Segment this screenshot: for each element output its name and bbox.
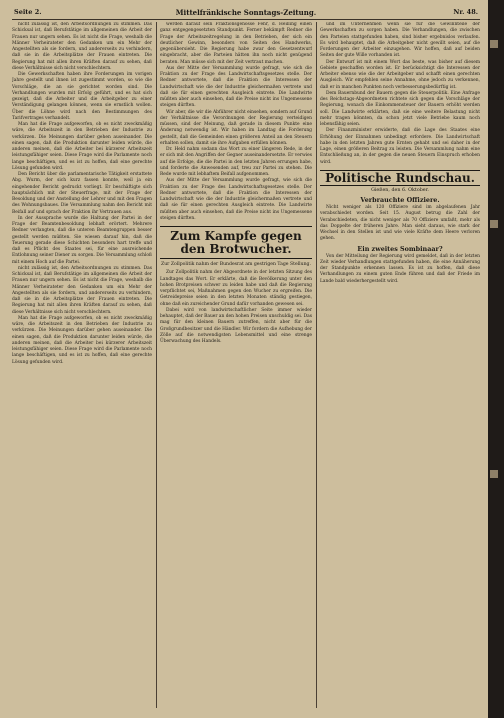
article-heading-box bbox=[160, 226, 312, 259]
paragraph: Man hat die Frage aufgeworfen, ob es nicht zweckmäßig wäre, die Arbeitszeit in den Betrieben der Industrie zu verkürzen. Die Meinungen darüber gehen auseinander. Die einen sagen, daß die Produktion darunter leiden würde, die anderen meinen, daß die Arbeiter bei kürzerer Arbeitszeit leistungsfähiger seien. Diese Frage wird die Parlamente noch lange beschäftigen, und es ist zu hoffen, daß eine gerechte Lösung gefunden wird. bbox=[12, 122, 152, 171]
column-2 bbox=[160, 22, 312, 708]
paragraph: nicht zulässig ist, den Arbeitsordnungen zu stimmen. Das Schicksal ist, daß Berufstätige im allgemeinen die Arbeit der Frauen nur ungern sehen. Es ist nicht die Frage, weshalb die Männer Verheirateter den Gedanken um ein Mehr der Angestellten als sie fordern, und andererseits zu verhindern, daß sie in die Arbeitsplätze der Frauen eintreten. Die Regierung hat mit allen ihren Kräften darauf zu sehen, daß diese Verhältnisse sich nicht verschlechtern. bbox=[12, 265, 152, 315]
paragraph: Die Gewerkschaften haben ihre Forderungen im vorigen Jahre gestellt und ihnen ist zugestimmt worden, so wie die Vorschläge, die an sie gerichtet worden sind. Die Verhandlungen wurden mit Erfolg geführt, und es hat sich gezeigt, daß die Arbeiter und die Arbeitgeber zu einer Verständigung gelangen können, wenn sie ernstlich wollen. Über die Löhne wird nach den Bestimmungen des Tarifvertrages verhandelt. bbox=[12, 72, 152, 121]
paragraph: Dem Bauernbund der Bauern gegen die Steuerpolitik. Eine Anfrage des Reichstags-Abgeordneten richtete sich gegen die Vorschläge der Regierung, wonach die Einkommensteuer der Bauern erhöht werden soll. Die Landwirte erklärten, daß sie eine weitere Belastung nicht mehr tragen könnten, da schon jetzt viele Betriebe kaum noch lebensfähig seien. bbox=[320, 90, 480, 127]
article-lead: Zur Zollpolitik nahm der Bundesrat am gestrigen Tage Stellung. bbox=[161, 262, 311, 267]
paragraph: Aus der Mitte der Versammlung wurde gefragt, wie sich die Fraktion zu der Frage des Landwirtschaftsgesetzes stelle. Der Redner antwortete, daß die Fraktion die Interessen der Landwirtschaft wie die der Industrie gleichermaßen vertrete und daß sie für einen gerechten Ausgleich eintrete. Die Landwirte müßten aber auch einsehen, daß die Preise nicht ins Ungemessene steigen dürften. bbox=[160, 178, 312, 221]
section-title: Politische Rundschau. bbox=[320, 170, 480, 186]
edge-mark bbox=[490, 470, 498, 478]
page-number: Seite 2. bbox=[14, 8, 42, 16]
page-header bbox=[12, 7, 480, 20]
column-rule bbox=[156, 22, 157, 708]
issue-number: Nr. 48. bbox=[453, 8, 478, 16]
article-title: Zum Kampfe gegen den Brotwucher. bbox=[170, 229, 302, 256]
newspaper-title: Mittelfränkische Sonntags-Zeitung. bbox=[175, 8, 317, 17]
paragraph: Wir aber, die wir die Abführer nicht einsehen, sondern auf Grund der Verhältnisse die Verordnungen der Regierung verteidigen müssen, sind der Meinung, daß gerade in diesem Punkte eine Änderung notwendig ist. Wir haben im Landtag die Forderung gestellt, daß die Gemeinden einen größeren Anteil an den Steuern erhalten sollen, damit sie ihre Aufgaben erfüllen können. bbox=[160, 109, 312, 146]
paragraph: Dr. Held nahm sodann das Wort zu einer längeren Rede, in der er sich mit den Angriffen der Gegner auseinandersetzte. Er verwies auf die Erfolge, die die Partei in den letzten Jahren errungen habe, und forderte die Anwesenden auf, treu zur Partei zu stehen. Die Rede wurde mit lebhaftem Beifall aufgenommen. bbox=[160, 147, 312, 177]
paragraph: Nicht weniger als 120 Offiziere sind im abgelaufenen Jahr verabschiedet worden. Seit 15. August betrug die Zahl der Verabschiedeten, die nicht weniger als 70 Offiziere umfaßt, mehr als das Doppelte der früheren Jahre. Man sieht daraus, wie stark der Wechsel in den Stellen ist und wie viele Kräfte dem Heere verloren gehen. bbox=[320, 205, 480, 242]
paragraph: Der Finanzminister erwiderte, daß die Lage des Staates eine Erhöhung der Einnahmen unbedingt erfordere. Die Landwirtschaft habe in den letzten Jahren gute Ernten gehabt und sei daher in der Lage, einen größeren Beitrag zu leisten. Die Versammlung nahm eine Entschließung an, in der gegen die neuen Steuern Einspruch erhoben wird. bbox=[320, 128, 480, 165]
edge-mark bbox=[490, 220, 498, 228]
paragraph: Aus der Mitte der Versammlung wurde gefragt, wie sich die Fraktion zu der Frage des Landwirtschaftsgesetzes stelle. Der Redner antwortete, daß die Fraktion die Interessen der Landwirtschaft wie die der Industrie gleichermaßen vertrete und daß sie für einen gerechten Ausgleich eintrete. Die Landwirte müßten aber auch einsehen, daß die Preise nicht ins Ungemessene steigen dürften. bbox=[160, 65, 312, 109]
paragraph: und im Unternehmen wenn sie für die Gewinnteile der Gewerkschaften zu sorgen haben. Die Verhandlungen, die zwischen den Parteien stattgefunden haben, sind bisher ergebnislos verlaufen. Es wird behauptet, daß die Arbeitgeber nicht gewillt seien, auf die Forderungen der Arbeiter einzugehen. Wir hoffen, daß auf beiden Seiten der gute Wille vorhanden ist. bbox=[320, 22, 480, 59]
column-rule bbox=[316, 22, 317, 708]
subheading: Ein zweites Sombinaar? bbox=[357, 244, 443, 253]
book-binding-edge bbox=[488, 0, 504, 718]
paragraph: nicht zulässig ist, den Arbeitsordnungen zu stimmen. Das Schicksal ist, daß Berufstätige im allgemeinen die Arbeit der Frauen nur ungern sehen. Es ist nicht die Frage, weshalb die Männer Verheirateter den Gedanken um ein Mehr der Angestellten als sie fordern, und andererseits zu verhindern, daß sie in die Arbeitsplätze der Frauen eintreten. Die Regierung hat mit allen ihren Kräften darauf zu sehen, daß diese Verhältnisse sich nicht verschlechtern. bbox=[12, 22, 152, 71]
column-3 bbox=[320, 22, 480, 708]
paragraph: Von der Mitteilung der Regierung wird gemeldet, daß in der letzten Zeit wieder Verhandlungen stattgefunden haben, die eine Annäherung der Standpunkte erkennen lassen. Es ist zu hoffen, daß diese Verhandlungen zu einem guten Ende führen und daß der Friede im Lande bald wiederhergestellt wird. bbox=[320, 253, 480, 284]
paragraph: In der Aussprache wurde die Haltung der Partei in der Frage der Beamtenbesoldung lebhaft erörtert. Mehrere Redner verlangten, daß die unteren Beamtengruppen besser gestellt werden müßten. Sie wiesen darauf hin, daß die Teuerung gerade diese Schichten besonders hart treffe und daß es Pflicht des Staates sei, für eine ausreichende Entlohnung seiner Diener zu sorgen. Die Versammlung schloß mit einem Hoch auf die Partei. bbox=[12, 215, 152, 265]
paragraph: Zur Zollpolitik nahm der Abgeordnete in der letzten Sitzung des Landtages das Wort. Er erklärte, daß die Bevölkerung unter den hohen Brotpreisen schwer zu leiden habe und daß die Regierung verpflichtet sei, Maßnahmen gegen den Wucher zu ergreifen. Die Getreidepreise seien in den letzten Monaten ständig gestiegen, ohne daß ein zureichender Grund dafür vorhanden gewesen sei. bbox=[160, 270, 312, 307]
paragraph: Der Entwurf ist mit einem Wort das beste, was bisher auf diesem Gebiete geschaffen worden ist. Er berücksichtigt die Interessen der Arbeiter ebenso wie die der Arbeitgeber und schafft einen gerechten Ausgleich. Wir empfehlen seine Annahme, ohne jedoch zu verkennen, daß er in manchen Punkten noch verbesserungsbedürftig ist. bbox=[320, 59, 480, 90]
paragraph: Man hat die Frage aufgeworfen, ob es nicht zweckmäßig wäre, die Arbeitszeit in den Betrieben der Industrie zu verkürzen. Die Meinungen darüber gehen auseinander. Die einen sagen, daß die Produktion darunter leiden würde, die anderen meinen, daß die Arbeiter bei kürzerer Arbeitszeit leistungsfähiger seien. Diese Frage wird die Parlamente noch lange beschäftigen, und es ist zu hoffen, daß eine gerechte Lösung gefunden wird. bbox=[12, 315, 152, 365]
paragraph: Den Bericht über die parlamentarische Tätigkeit erstattete Abg. Wurm, der sich kurz fassen konnte, weil ja ein eingehender Bericht gedruckt vorliegt. Er beschäftigte sich hauptsächlich mit der Steuerfrage, mit der Frage der Besoldung und der Anstellung der Lehrer und mit den Fragen des Wohnungsbaues. Die Versammlung nahm den Bericht mit Beifall auf und sprach der Fraktion ihr Vertrauen aus. bbox=[12, 172, 152, 215]
column-1 bbox=[12, 22, 152, 708]
paragraph: Dabei wird von landwirtschaftlicher Seite immer wieder behauptet, daß der Bauer an den hohen Preisen unschuldig sei. Das mag für den kleinen Bauern zutreffen, nicht aber für die Großgrundbesitzer und die Händler. Wir fordern die Aufhebung der Zölle auf die notwendigsten Lebensmittel und eine strenge Überwachung des Handels. bbox=[160, 307, 312, 344]
paragraph: werden darauf sein Fraktionsgenosse Fehr, d. Heilling einen ganz entgegengesetzten Standpunkt. Ferner bekämpft Redner die Frage der Arbeitszeitregelung in den Betrieben, der sich ein deutlicher Gewinn, besonders von Seiten des Handwerks, gegenübersieht. Die Regierung habe zwar den Gesetzentwurf eingebracht, aber die Parteien hätten ihn noch nicht genügend beraten. Man müsse sich mit der Zeit vertraut machen. bbox=[160, 22, 312, 65]
edge-mark bbox=[490, 40, 498, 48]
dateline: Gießen, den 6. Oktober. bbox=[371, 187, 429, 193]
subheading: Verbrauchte Offiziere. bbox=[360, 196, 440, 204]
